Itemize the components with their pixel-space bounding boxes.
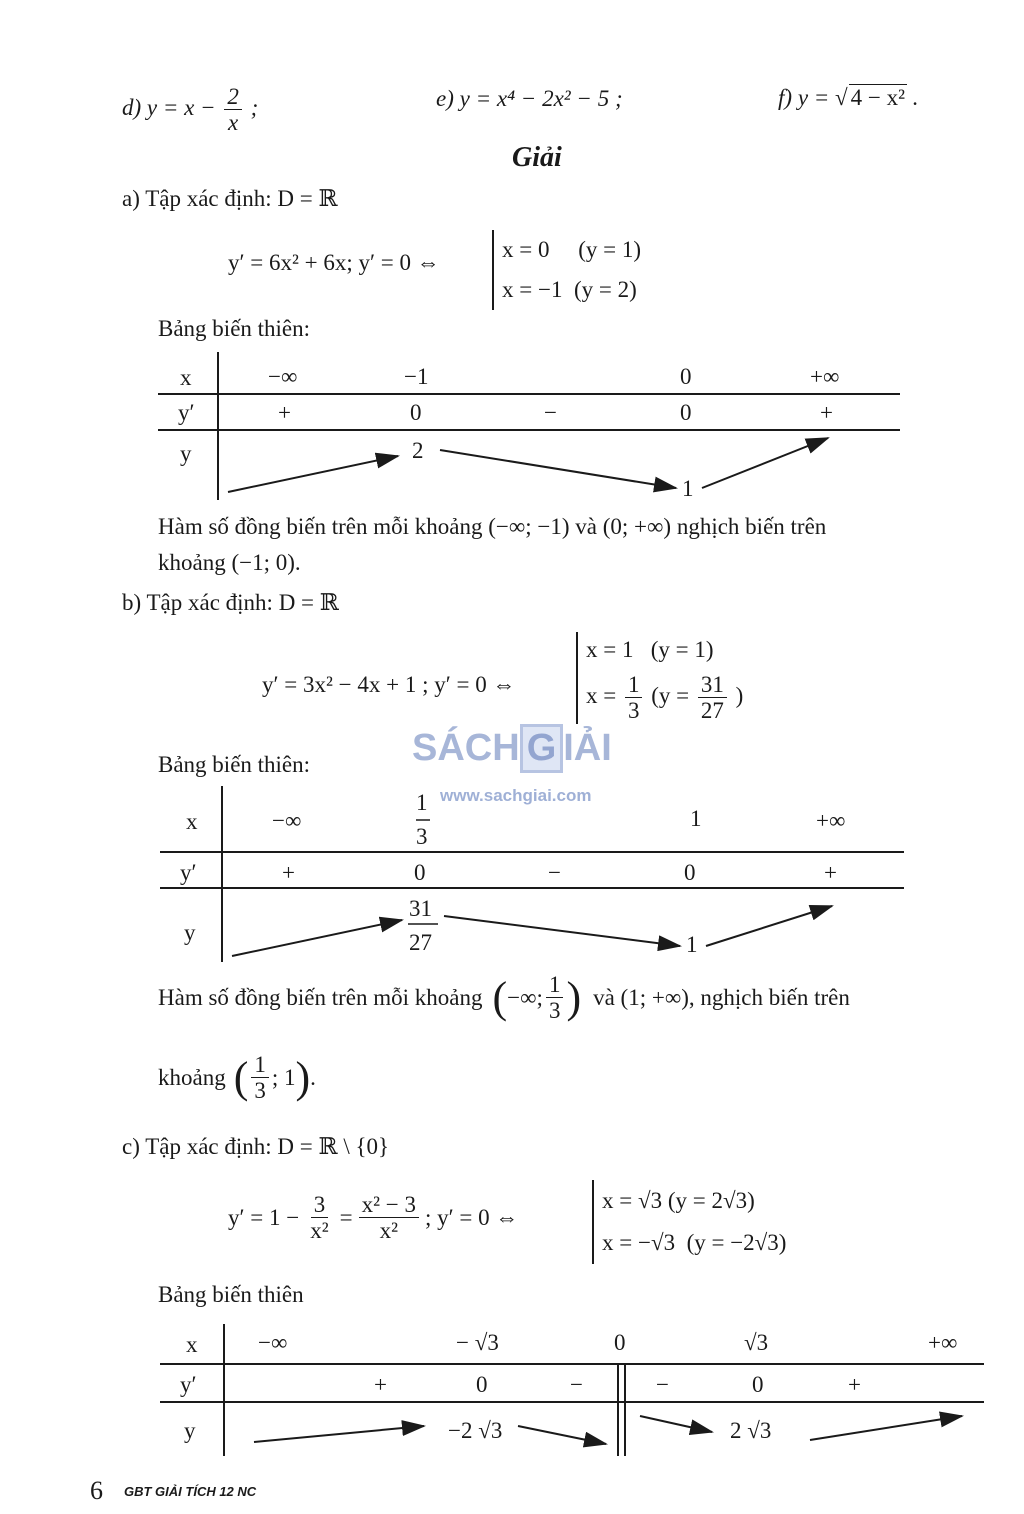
exercise-d: d) y = x − $\frac{2}{x}$ ; (122, 84, 259, 136)
part-c-table-title: Bảng biến thiên (158, 1282, 304, 1307)
table-b-yp-cell: + (282, 860, 295, 885)
table-a-yp-cell: 0 (410, 400, 422, 425)
table-c-x-label: x (186, 1332, 198, 1357)
part-a-cases: x = 0 (y = 1) x = −1 (y = 2) (492, 230, 641, 310)
table-c-x-cell: −∞ (258, 1330, 288, 1355)
part-b-domain: b) Tập xác định: D = ℝ (122, 590, 339, 615)
solution-heading: Giải (512, 142, 562, 173)
part-c-cases: x = √3 (y = 2√3) x = −√3 (y = −2√3) (592, 1180, 786, 1264)
part-c-derivative: y′ = 1 − $\frac{3}{\text{x²}}$ = $\frac{\text{x² − 3}}{\text{x²}}$ ; y′ = 0 ⇔ (228, 1192, 519, 1244)
part-c-domain: c) Tập xác định: D = ℝ \ {0} (122, 1134, 390, 1159)
table-b-y-label: y (184, 920, 196, 945)
table-c-x-cell: 0 (614, 1330, 626, 1355)
part-a-conclusion: khoảng (−1; 0). (158, 550, 301, 575)
arrow-up-icon (810, 1416, 962, 1440)
table-b-yp-cell: 0 (684, 860, 696, 885)
table-a-x-cell: −∞ (268, 364, 298, 389)
arrow-down-icon (518, 1426, 606, 1444)
table-b-x-cell: 1 (690, 806, 702, 831)
table-c-x-cell: − √3 (456, 1330, 499, 1355)
table-a-y-cell: 1 (682, 476, 694, 501)
part-b-table-title: Bảng biến thiên: (158, 752, 311, 777)
table-b-yp-cell: − (548, 860, 561, 885)
table-b-x-cell: +∞ (816, 808, 846, 833)
part-a-domain: a) Tập xác định: D = ℝ (122, 186, 338, 211)
table-a-y-label: y (180, 441, 192, 466)
table-b-x-cell: 1 (416, 790, 428, 815)
table-a-yp-cell: 0 (680, 400, 692, 425)
table-c-y-cell: 2 √3 (730, 1418, 772, 1443)
table-c-yp-cell: 0 (476, 1372, 488, 1397)
watermark-logo: SÁCH G IẢI (412, 724, 612, 773)
table-b-y-cell: 1 (686, 932, 698, 957)
table-b-yp-cell: + (824, 860, 837, 885)
book-title: GBT GIẢI TÍCH 12 NC (124, 1484, 257, 1499)
table-c-x-cell: +∞ (928, 1330, 958, 1355)
table-a-x-cell: −1 (404, 364, 429, 389)
watermark-url: www.sachgiai.com (440, 786, 592, 805)
table-b-y-cell: 31 (409, 896, 432, 921)
table-a-yp-cell: − (544, 400, 557, 425)
page-number: 6 (90, 1476, 103, 1505)
table-c-y-cell: −2 √3 (448, 1418, 503, 1443)
table-b-x-label: x (186, 809, 198, 834)
table-b-yp-cell: 0 (414, 860, 426, 885)
part-a-conclusion: Hàm số đồng biến trên mỗi khoảng (−∞; −1) và (0; +∞) nghịch biến trên (158, 514, 827, 539)
part-b-conclusion: Hàm số đồng biến trên mỗi khoảng ( −∞; $\frac{1}{3}$ ) và (1; +∞), nghịch biến trên (158, 972, 850, 1024)
table-a-yp-cell: + (820, 400, 833, 425)
table-b-x-cell: 3 (416, 824, 428, 849)
table-b-yp-label: y′ (180, 860, 197, 885)
part-a-derivative: y′ = 6x² + 6x; y′ = 0 ⇔ (228, 250, 440, 275)
part-b-derivative: y′ = 3x² − 4x + 1 ; y′ = 0 ⇔ (262, 672, 516, 697)
table-b-y-cell: 27 (409, 930, 432, 955)
table-c-y-label: y (184, 1418, 196, 1443)
table-b-x-cell: −∞ (272, 808, 302, 833)
table-a-x-cell: +∞ (810, 364, 840, 389)
table-a-yp-label: y′ (178, 400, 195, 425)
table-a-y-cell: 2 (412, 438, 424, 463)
table-c-yp-cell: − (570, 1372, 583, 1397)
exercise-e: e) y = x⁴ − 2x² − 5 ; (436, 86, 623, 111)
part-b-conclusion: khoảng ( $\frac{1}{3}$ ; 1 ) . (158, 1052, 316, 1104)
exercise-f: f) y = √ 4 − x² . (778, 85, 919, 110)
table-c-yp-label: y′ (180, 1372, 197, 1397)
table-a-x-cell: 0 (680, 364, 692, 389)
table-c-yp-cell: − (656, 1372, 669, 1397)
table-c-yp-cell: + (374, 1372, 387, 1397)
table-c-yp-cell: + (848, 1372, 861, 1397)
part-a-table-title: Bảng biến thiên: (158, 316, 311, 341)
table-c-yp-cell: 0 (752, 1372, 764, 1397)
table-a-x-label: x (180, 365, 192, 390)
table-c-x-cell: √3 (744, 1330, 769, 1355)
part-b-cases: x = 1 (y = 1) x = $\frac{1}{3}$ (y = $\frac{31}{27}$ ) (576, 632, 743, 724)
table-a-yp-cell: + (278, 400, 291, 425)
arrow-down-icon (640, 1416, 712, 1432)
arrow-up-icon (254, 1426, 424, 1442)
